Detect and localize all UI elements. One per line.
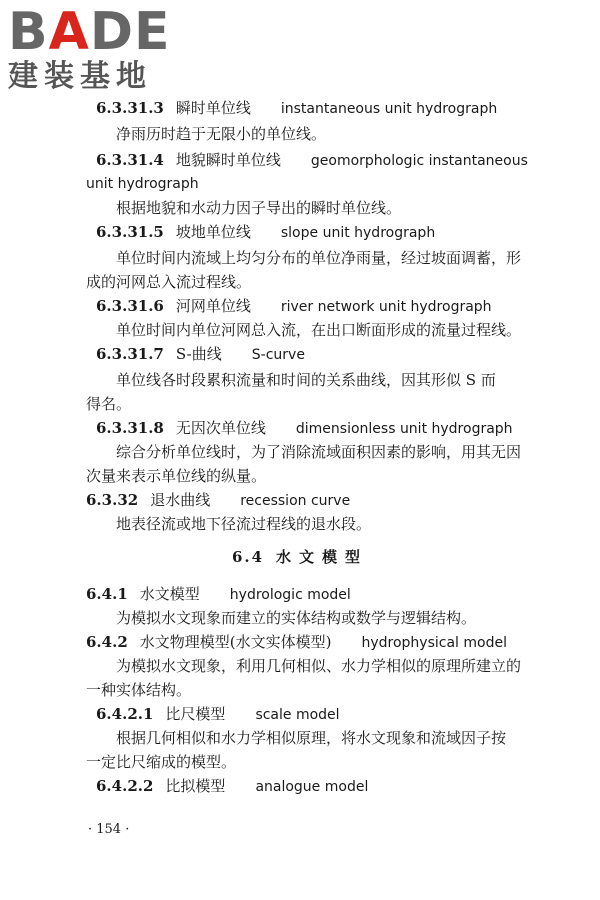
term-heading: 6.4.2.1 比尺模型 scale model bbox=[96, 705, 340, 723]
definition-text: 一种实体结构。 bbox=[86, 681, 192, 699]
definition-text: 单位时间内流域上均匀分布的单位净雨量，经过坡面调蓄，形 bbox=[116, 249, 522, 267]
term-heading: 6.3.31.3 瞬时单位线 instantaneous unit hydrograph bbox=[96, 99, 498, 117]
definition-text: 为模拟水文现象而建立的实体结构或数学与逻辑结构。 bbox=[116, 609, 477, 627]
term-heading: 6.4.2 水文物理模型(水文实体模型) hydrophysical model bbox=[86, 633, 507, 651]
term-heading: 6.3.31.5 坡地单位线 slope unit hydrograph bbox=[96, 223, 436, 241]
page-number: · 154 · bbox=[88, 822, 130, 837]
logo-chinese: 建装基地 bbox=[8, 59, 152, 94]
term-heading: 6.3.31.8 无因次单位线 dimensionless unit hydrograph bbox=[96, 419, 513, 437]
definition-text: 根据地貌和水动力因子导出的瞬时单位线。 bbox=[116, 199, 402, 217]
logo-wordmark: BADE bbox=[8, 2, 171, 62]
term-heading: 6.3.31.4 地貌瞬时单位线 geomorphologic instantaneous bbox=[96, 151, 528, 169]
definition-text: 一定比尺缩成的模型。 bbox=[86, 753, 237, 771]
term-heading-continued: unit hydrograph bbox=[86, 176, 199, 192]
definition-text: 地表径流或地下径流过程线的退水段。 bbox=[116, 515, 372, 533]
term-heading: 6.4.1 水文模型 hydrologic model bbox=[86, 585, 351, 603]
definition-text: 得名。 bbox=[86, 395, 132, 413]
definition-text: 次量来表示单位线的纵量。 bbox=[86, 467, 267, 485]
definition-text: 成的河网总入流过程线。 bbox=[86, 273, 252, 291]
definition-text: 为模拟水文现象，利用几何相似、水力学相似的原理所建立的 bbox=[116, 657, 522, 675]
term-heading: 6.3.32 退水曲线 recession curve bbox=[86, 491, 351, 509]
bade-logo bbox=[8, 2, 178, 94]
definition-text: 净雨历时趋于无限小的单位线。 bbox=[116, 125, 327, 143]
definition-text: 综合分析单位线时，为了消除流域面积因素的影响，用其无因 bbox=[116, 443, 522, 461]
section-heading: 6.4 水文模型 bbox=[231, 548, 369, 566]
term-heading: 6.4.2.2 比拟模型 analogue model bbox=[96, 777, 369, 795]
term-heading: 6.3.31.6 河网单位线 river network unit hydrograph bbox=[96, 297, 492, 315]
term-heading: 6.3.31.7 S-曲线 S-curve bbox=[96, 345, 305, 363]
definition-text: 单位线各时段累积流量和时间的关系曲线，因其形似 S 而 bbox=[116, 371, 496, 389]
definition-text: 根据几何相似和水力学相似原理，将水文现象和流域因子按 bbox=[116, 729, 507, 747]
definition-text: 单位时间内单位河网总入流，在出口断面形成的流量过程线。 bbox=[116, 321, 522, 339]
